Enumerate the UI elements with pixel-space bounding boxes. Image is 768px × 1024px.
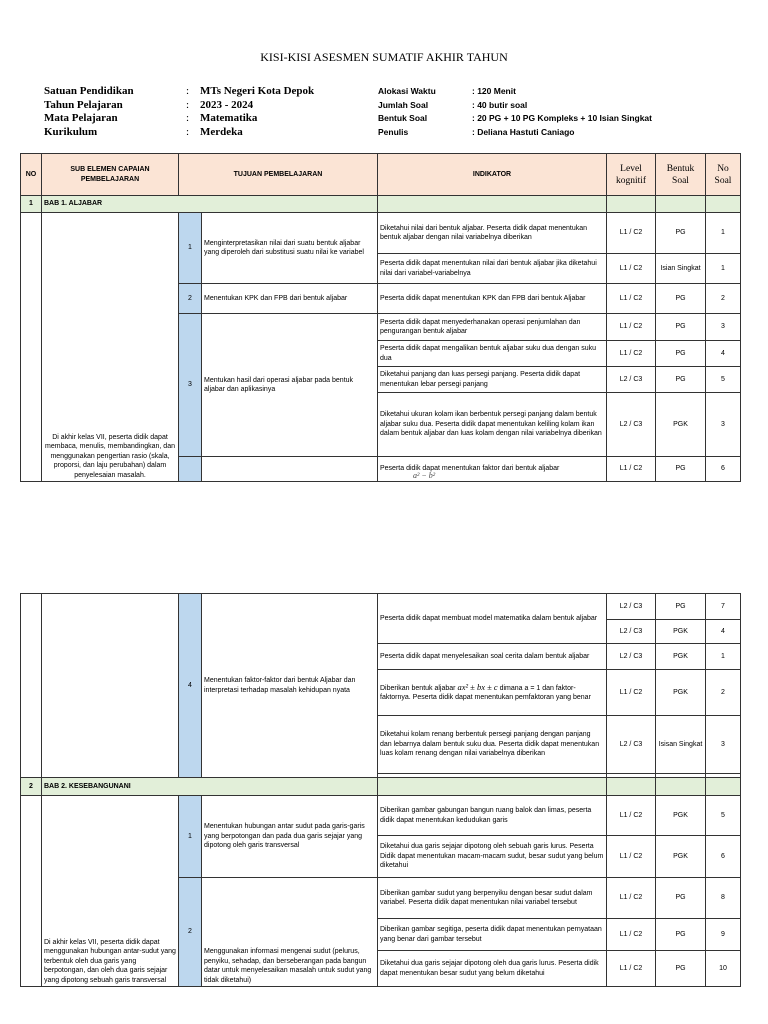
level-cell: L1 / C2 — [607, 919, 656, 951]
meta-value: MTs Negeri Kota Depok — [200, 85, 315, 97]
bentuk-cell: PG — [656, 457, 706, 482]
bab-row — [21, 196, 741, 213]
level-cell: L1 / C2 — [607, 254, 656, 284]
meta-key: Tahun Pelajaran — [44, 98, 123, 111]
indikator-text: Diberikan gambar segitiga, peserta didik dapat menentukan pernyataan yang benar dari gambar tersebut — [378, 919, 607, 951]
header-level: Level kognitif — [607, 154, 656, 196]
meta-colon: : — [186, 112, 190, 124]
no-soal-cell: 1 — [706, 254, 741, 284]
meta-key: Mata Pelajaran — [44, 112, 118, 124]
meta-key: Jumlah Soal — [378, 99, 429, 110]
no-soal-cell: 4 — [706, 620, 741, 644]
bentuk-cell: PG — [656, 284, 706, 314]
bentuk-cell: PG — [656, 878, 706, 919]
meta-colon: : — [186, 98, 190, 111]
bentuk-cell: PGK — [656, 393, 706, 457]
tp-number-empty — [179, 457, 202, 482]
tp-number: 3 — [179, 314, 202, 457]
meta-key: Satuan Pendidikan — [44, 85, 134, 97]
level-cell: L1 / C2 — [607, 213, 656, 254]
empty-cell — [21, 213, 42, 482]
indikator-text: dimana a = 1 dan faktor-faktornya. Peserta didik dapat menentukan pemfaktoran yang benar — [380, 684, 591, 701]
bentuk-cell: PG — [656, 314, 706, 341]
bab-number: 2 — [21, 778, 42, 796]
no-soal-cell: 8 — [706, 878, 741, 919]
empty-cell — [21, 594, 42, 778]
no-soal-cell: 3 — [706, 314, 741, 341]
bentuk-cell: PG — [656, 594, 706, 620]
indikator-text: Diketahui dua garis sejajar dipotong oleh dua garis lurus. Peserta didik dapat menentukan besar sudut yang belum diketahui — [378, 951, 607, 987]
level-cell: L2 / C3 — [607, 716, 656, 774]
indikator-text: Diketahui panjang dan luas persegi panjang. Peserta didik dapat menentukan lebar persegi panjang — [378, 367, 607, 393]
indikator-text: Peserta didik dapat menyederhanakan operasi penjumlahan dan pengurangan bentuk aljabar — [378, 314, 607, 341]
no-soal-cell: 1 — [706, 644, 741, 670]
meta-value: : Deliana Hastuti Caniago — [472, 126, 575, 137]
bentuk-cell: Isisan Singkat — [656, 716, 706, 774]
bentuk-cell: PG — [656, 919, 706, 951]
level-cell: L2 / C3 — [607, 644, 656, 670]
level-cell: L2 / C3 — [607, 367, 656, 393]
meta-row — [378, 85, 652, 99]
meta-value: : 120 Menit — [472, 86, 516, 96]
indikator-text: Peserta didik dapat mengalikan bentuk aljabar suku dua dengan suku dua — [378, 341, 607, 367]
header-bentuk: Bentuk Soal — [656, 154, 706, 196]
meta-right — [378, 85, 652, 139]
no-soal-cell: 5 — [706, 796, 741, 836]
level-cell: L1 / C2 — [607, 457, 656, 482]
empty-cell — [378, 196, 607, 213]
empty-cell — [378, 778, 607, 796]
tujuan-text: Menentukan KPK dan FPB dari bentuk aljabar — [202, 284, 378, 314]
level-cell: L1 / C2 — [607, 670, 656, 716]
no-soal-cell: 1 — [706, 213, 741, 254]
kisi-table-page-2 — [20, 593, 741, 987]
overlay-formula: a² − b² — [413, 471, 436, 480]
bentuk-cell: PG — [656, 367, 706, 393]
empty-cell — [607, 196, 656, 213]
bab-row — [21, 778, 741, 796]
meta-row — [44, 112, 314, 126]
level-cell: L2 / C3 — [607, 594, 656, 620]
indikator-text: Diketahui dua garis sejajar dipotong oleh sebuah garis lurus. Peserta Didik dapat menentukan macam-macam sudut, besar sudut yang belum diketahui — [378, 836, 607, 878]
meta-value: Matematika — [200, 112, 258, 124]
tujuan-text: Menginterpretasikan nilai dari suatu bentuk aljabar yang diperoleh dari substitusi suatu nilai ke variabel — [202, 213, 378, 284]
table-row — [21, 796, 741, 836]
indikator-text: Peserta didik dapat membuat model matematika dalam bentuk aljabar — [378, 594, 607, 644]
indikator-text: Peserta didik dapat menyelesaikan soal cerita dalam bentuk aljabar — [378, 644, 607, 670]
bentuk-cell: PGK — [656, 796, 706, 836]
table-row — [21, 594, 741, 620]
no-soal-cell: 9 — [706, 919, 741, 951]
meta-key: Alokasi Waktu — [378, 86, 436, 96]
indikator-text: Diberikan gambar gabungan bangun ruang balok dan limas, peserta didik dapat menentukan kedudukan garis — [378, 796, 607, 836]
header-sub-elemen: SUB ELEMEN CAPAIAN PEMBELAJARAN — [42, 154, 179, 196]
empty-cell — [202, 457, 378, 482]
capaian-text: Di akhir kelas VII, peserta didik dapat menggunakan hubungan antar-sudut yang terbentuk oleh dua garis yang berpotongan, dan oleh dua garis sejajar yang dipotong sebuah garis transversal — [44, 938, 176, 984]
meta-row — [378, 126, 652, 140]
tp-number: 1 — [179, 213, 202, 284]
indikator-cell — [378, 670, 607, 716]
bab-number: 1 — [21, 196, 42, 213]
capaian-cell — [42, 796, 179, 987]
meta-row — [44, 126, 314, 140]
tujuan-text: Mentukan hasil dari operasi aljabar pada bentuk aljabar dan aplikasinya — [202, 314, 378, 457]
kisi-table-page-1 — [20, 153, 741, 482]
tp-number: 4 — [179, 594, 202, 778]
meta-row — [44, 99, 314, 113]
indikator-text: Peserta didik dapat menentukan KPK dan FPB dari bentuk Aljabar — [378, 284, 607, 314]
meta-left — [44, 85, 314, 139]
meta-row — [378, 99, 652, 113]
tujuan-text: Menentukan hubungan antar sudut pada garis-garis yang berpotongan dan pada dua garis sejajar yang dipotong oleh garis transversal — [202, 796, 378, 878]
bentuk-cell: PGK — [656, 670, 706, 716]
no-soal-cell: 2 — [706, 284, 741, 314]
no-soal-cell: 10 — [706, 951, 741, 987]
header-no: NO — [21, 154, 42, 196]
meta-key: Kurikulum — [44, 125, 98, 138]
level-cell: L1 / C2 — [607, 878, 656, 919]
empty-cell — [21, 796, 42, 987]
no-soal-cell: 3 — [706, 716, 741, 774]
indikator-text: Peserta didik dapat menentukan faktor dari bentuk aljabar — [378, 457, 607, 482]
tp-number: 1 — [179, 796, 202, 878]
document-title: KISI-KISI ASESMEN SUMATIF AKHIR TAHUN — [260, 50, 508, 64]
meta-value: : 20 PG + 10 PG Kompleks + 10 Isian Singkat — [472, 113, 652, 124]
no-soal-cell: 2 — [706, 670, 741, 716]
empty-cell — [706, 196, 741, 213]
indikator-text: Diketahui nilai dari bentuk aljabar. Peserta didik dapat menentukan bentuk aljabar dengan nilai variabelnya diberikan — [378, 213, 607, 254]
meta-colon: : — [186, 85, 190, 97]
table-header — [21, 154, 741, 196]
level-cell: L1 / C2 — [607, 836, 656, 878]
level-cell: L2 / C3 — [607, 620, 656, 644]
capaian-cell — [42, 213, 179, 482]
meta-value: : 40 butir soal — [472, 99, 528, 110]
meta-colon: : — [186, 125, 190, 138]
bentuk-cell: PGK — [656, 644, 706, 670]
no-soal-cell: 6 — [706, 457, 741, 482]
header-no-soal: No Soal — [706, 154, 741, 196]
no-soal-cell: 7 — [706, 594, 741, 620]
meta-value: 2023 - 2024 — [200, 98, 254, 111]
tp-number: 2 — [179, 284, 202, 314]
level-cell: L1 / C2 — [607, 314, 656, 341]
indikator-text: Peserta didik dapat menentukan nilai dari bentuk aljabar jika diketahui nilai dari variabel-variabelnya — [378, 254, 607, 284]
empty-cell — [706, 778, 741, 796]
empty-cell — [42, 594, 179, 778]
no-soal-cell: 6 — [706, 836, 741, 878]
empty-cell — [656, 778, 706, 796]
meta-key: Bentuk Soal — [378, 113, 428, 124]
meta-value: Merdeka — [200, 125, 243, 138]
capaian-text: Di akhir kelas VII, peserta didik dapat membaca, menulis, membandingkan, dan menggunakan pengertian rasio (skala, proporsi, dan laju perubahan) dalam penyelesaian masalah. — [45, 433, 175, 479]
bentuk-cell: PG — [656, 341, 706, 367]
indikator-text: Diberikan bentuk aljabar — [380, 684, 456, 692]
no-soal-cell: 5 — [706, 367, 741, 393]
meta-row — [44, 85, 314, 99]
formula-text: ax² ± bx ± c — [457, 681, 498, 692]
table-row — [21, 213, 741, 254]
bentuk-cell: Isian Singkat — [656, 254, 706, 284]
tp-number: 2 — [179, 878, 202, 987]
tujuan-text: Menggunakan informasi mengenai sudut (pelurus, penyiku, sehadap, dan berseberangan pada bangun datar untuk menyelesaikan masalah untuk sudut yang tidak diketahui) — [202, 878, 378, 987]
empty-cell — [656, 196, 706, 213]
bab-label: BAB 2. KESEBANGUNANI — [42, 778, 378, 796]
header-tujuan: TUJUAN PEMBELAJARAN — [179, 154, 378, 196]
indikator-text: Diketahui ukuran kolam ikan berbentuk persegi panjang dalam bentuk aljabar suku dua. Peserta didik dapat menentukan keliling kolam ikan dalam bentuk aljabar dan luas kolam dengan nilai variabelnya diberikan — [378, 393, 607, 457]
empty-cell — [607, 778, 656, 796]
meta-key: Penulis — [378, 126, 409, 137]
header-indikator: INDIKATOR — [378, 154, 607, 196]
level-cell: L1 / C2 — [607, 951, 656, 987]
tujuan-text: Menentukan faktor-faktor dari bentuk Aljabar dan interpretasi terhadap masalah kehidupan nyata — [202, 594, 378, 778]
level-cell: L1 / C2 — [607, 284, 656, 314]
bentuk-cell: PGK — [656, 836, 706, 878]
no-soal-cell: 3 — [706, 393, 741, 457]
level-cell: L1 / C2 — [607, 796, 656, 836]
indikator-text: Diketahui kolam renang berbentuk persegi panjang dengan panjang dan lebarnya dalam bentuk suku dua. Peserta didik dapat menentukan luas kolam renang dengan nilai variabelnya diberikan — [378, 716, 607, 774]
level-cell: L2 / C3 — [607, 393, 656, 457]
indikator-text: Diberikan gambar sudut yang berpenyiku dengan besar sudut dalam variabel. Peserta didik dapat menentukan nilai variabel tersebut — [378, 878, 607, 919]
bentuk-cell: PG — [656, 951, 706, 987]
meta-row — [378, 112, 652, 126]
level-cell: L1 / C2 — [607, 341, 656, 367]
no-soal-cell: 4 — [706, 341, 741, 367]
bentuk-cell: PG — [656, 213, 706, 254]
bab-label: BAB 1. ALJABAR — [42, 196, 378, 213]
bentuk-cell: PGK — [656, 620, 706, 644]
